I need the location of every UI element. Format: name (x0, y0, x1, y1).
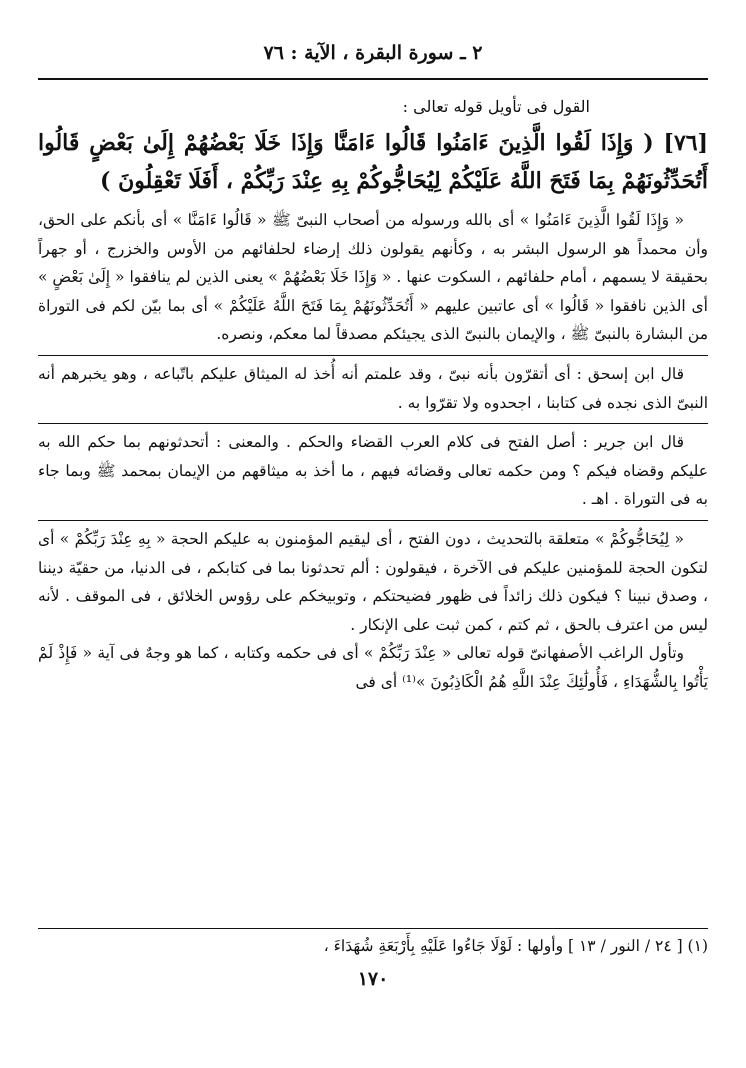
commentary-paragraph-1: « وَإِذَا لَقُوا الَّذِينَ ءَامَنُوا » أى بالله ورسوله من أصحاب النبىّ ﷺ « قَالُوا ءَامَنَّا » أى بأنكم على الحق، وأن محمداً هو الرسول البشر به ، وكأنهم يقولون ذلك إرضاء لحلفائهم من الأوس والخزرج ، أو جهراً بحقيقة لا يسمهم ، أمام حلفائهم ، السكوت عنها . « وَإِذَا خَلَا بَعْضُهُمْ » يعنى الذين لم ينافقوا « إِلَىٰ بَعْضٍ » أى الذين نافقوا « قَالُوا » أى عاتبين عليهم « أَتُحَدِّثُونَهُمْ بِمَا فَتَحَ اللَّهُ عَلَيْكُمْ » أى بما بيّن لكم فى التوراة من البشارة بالنبىّ ﷺ ، والإيمان بالنبىّ الذى يجيئكم مصدقاً لما معكم، ونصره. (38, 211, 708, 344)
commentary-paragraph-4: « لِيُحَاجُّوكُمْ » متعلقة بالتحديث ، دون الفتح ، أى ليقيم المؤمنون به عليكم الحجة « بِهِ عِنْدَ رَبِّكُمْ » أى لتكون الحجة للمؤمنين عليكم فى الآخرة ، فيقولون : ألم تحدثونا بما فى كتابكم ، فى الدنيا، من حقيّة ديننا ، وصدق نبينا ؟ فيكون ذلك زائداً فى ظهور فضيحتكم ، وتوبيخكم على رؤوس الخلائق ، فى الموقف . لأنه ليس من اعترف بالحق ، ثم كتم ، كمن ثبت على الإنكار . (38, 529, 708, 634)
section-rule (38, 520, 708, 521)
running-header: ٢ ـ سورة البقرة ، الآية : ٧٦ (263, 42, 483, 64)
commentary-paragraph-2: قال ابن إسحق : أى أتقرّون بأنه نبىّ ، وقد علمتم أنه أُخذ له الميثاق عليكم باتّباعه ، وهو يخبرهم أنه النبىّ الذى نجده فى كتابنا ، اجحدوه ولا تقرّوا به . (38, 364, 708, 412)
main-text (38, 96, 708, 697)
commentary-paragraph-5: وتأول الراغب الأصفهانىّ قوله تعالى « عِنْدَ رَبِّكُمْ » أى فى حكمه وكتابه ، كما هو وجهٌ فى آية « فَإِذْ لَمْ يَأْتُوا بِالشُّهَدَاءِ ، فَأُولَٰئِكَ عِنْدَ اللَّهِ هُمُ الْكَاذِبُونَ »⁽¹⁾ أى فى (38, 644, 708, 691)
header-rule (38, 78, 708, 80)
footnote: (١) [ ٢٤ / النور / ١٣ ] وأولها : لَوْلَا جَاءُوا عَلَيْهِ بِأَرْبَعَةِ شُهَدَاءَ ، (323, 937, 708, 955)
commentary-paragraph-3: قال ابن جرير : أصل الفتح فى كلام العرب القضاء والحكم . والمعنى : أتحدثونهم بما حكم الله به عليكم وقضاه فيكم ؟ ومن حكمه تعالى وقضائه فيهم ، ما أخذ به ميثاقهم من الإيمان بمحمد ﷺ وبما جاء به فى التوراة . اهـ . (38, 433, 708, 509)
intro-line: القول فى تأويل قوله تعالى : (402, 97, 590, 116)
quran-verse: [٧٦] ( وَإِذَا لَقُوا الَّذِينَ ءَامَنُوا قَالُوا ءَامَنَّا وَإِذَا خَلَا بَعْضُهُمْ إِلَىٰ بَعْضٍ قَالُوا أَتُحَدِّثُونَهُمْ بِمَا فَتَحَ اللَّهُ عَلَيْكُمْ لِيُحَاجُّوكُمْ بِهِ عِنْدَ رَبِّكُمْ ، أَفَلَا تَعْقِلُونَ ) (38, 130, 708, 194)
section-rule (38, 355, 708, 356)
footnote-rule (38, 928, 708, 929)
page-number: ١٧٠ (357, 968, 389, 990)
section-rule (38, 423, 708, 424)
